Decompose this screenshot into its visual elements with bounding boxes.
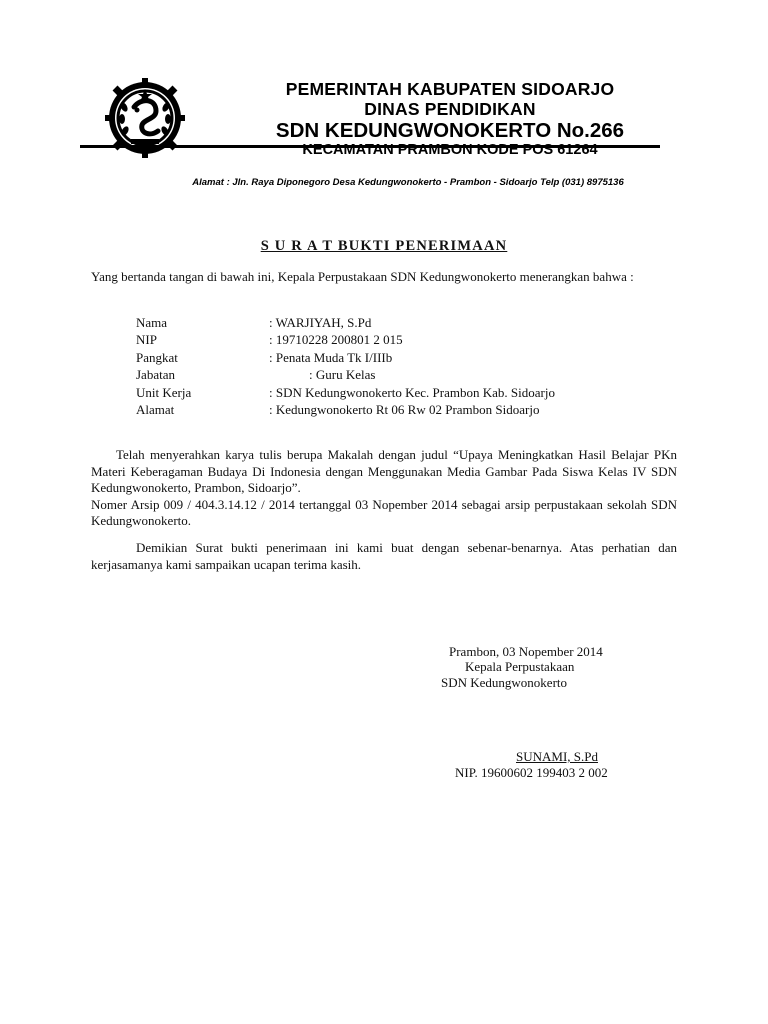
identity-value: : Guru Kelas (309, 367, 376, 383)
identity-value: : SDN Kedungwonokerto Kec. Prambon Kab. Sidoarjo (269, 384, 555, 400)
identity-value: : Kedungwonokerto Rt 06 Rw 02 Prambon Sidoarjo (269, 402, 540, 418)
identity-row-nama (136, 314, 555, 331)
letterhead-government: PEMERINTAH KABUPATEN SIDOARJO (285, 79, 615, 99)
signature-institution: SDN Kedungwonokerto (441, 675, 568, 690)
identity-value: : Penata Muda Tk I/IIIb (269, 349, 393, 365)
body-paragraph-1 (91, 447, 677, 530)
closing-paragraph: Demikian Surat bukti penerimaan ini kami buat dengan sebenar-benarnya. Atas perhatian dan kerjasamanya kami sampaikan ucapan terima kasih. (91, 540, 677, 572)
letterhead-district: KECAMATAN PRAMBON KODE POS 61264 (302, 142, 598, 158)
letterhead-school: SDN KEDUNGWONOKERTO No.266 (275, 119, 625, 142)
identity-label: Nama (136, 315, 168, 330)
identity-table (136, 314, 555, 418)
identity-row-alamat (136, 401, 555, 418)
identity-value: : WARJIYAH, S.Pd (269, 315, 372, 330)
intro-paragraph: Yang bertanda tangan di bawah ini, Kepala Perpustakaan SDN Kedungwonokerto menerangkan bahwa : (91, 269, 634, 284)
letter-title: S U R A T BUKTI PENERIMAAN (260, 238, 508, 254)
identity-value: : 19710228 200801 2 015 (269, 332, 403, 348)
signature-place-date: Prambon, 03 Nopember 2014 (449, 644, 603, 659)
identity-label: Alamat (136, 402, 175, 418)
signatory-nip: NIP. 19600602 199403 2 002 (455, 765, 608, 780)
letterhead-department: DINAS PENDIDIKAN (364, 99, 536, 119)
identity-label: Unit Kerja (136, 384, 192, 400)
identity-row-jabatan (136, 366, 555, 383)
archive-number-statement: Nomer Arsip 009 / 404.3.14.12 / 2014 tertanggal 03 Nopember 2014 sebagai arsip perpustakaan sekolah SDN Kedungwonokerto. (91, 496, 677, 528)
signature-position: Kepala Perpustakaan (465, 659, 575, 674)
identity-label: NIP (136, 332, 157, 348)
identity-row-unit-kerja (136, 384, 555, 401)
identity-row-pangkat (136, 349, 555, 366)
identity-label: Pangkat (136, 349, 178, 365)
signatory-name: SUNAMI, S.Pd (516, 749, 598, 764)
body-statement: Telah menyerahkan karya tulis berupa Makalah dengan judul “Upaya Meningkatkan Hasil Belajar PKn Materi Keberagaman Budaya Di Indonesia dengan Menggunakan Media Gambar Pada Siswa Kelas IV SDN Kedungwonokerto, Prambon, Sidoarjo”. (91, 447, 677, 495)
identity-row-nip (136, 331, 555, 348)
letterhead-address: Alamat : Jln. Raya Diponegoro Desa Kedungwonokerto - Prambon - Sidoarjo Telp (031) 8975136 (192, 177, 624, 188)
identity-label: Jabatan (136, 367, 175, 383)
